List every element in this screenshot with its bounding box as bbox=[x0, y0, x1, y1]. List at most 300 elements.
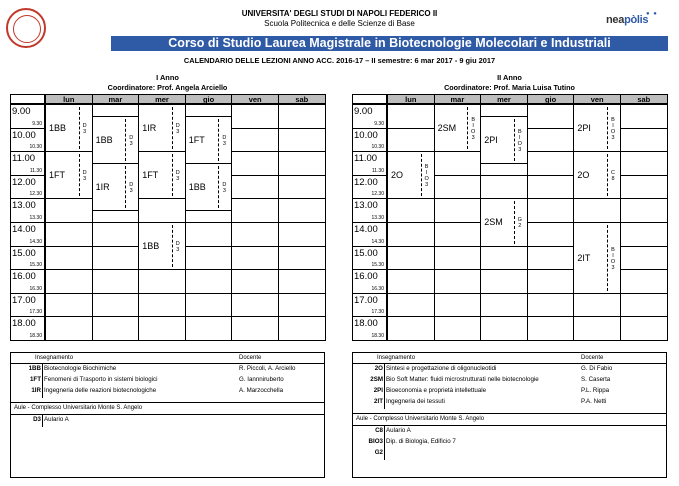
aula-code: C8 bbox=[375, 427, 383, 434]
half-hour-label: 18.30 bbox=[371, 332, 384, 339]
room-letter: D bbox=[222, 182, 227, 189]
half-hour-label: 16.30 bbox=[371, 285, 384, 292]
timetable-cell bbox=[92, 246, 140, 271]
room-code bbox=[610, 170, 616, 182]
room-code bbox=[221, 135, 227, 147]
room-letter: 3 bbox=[518, 146, 522, 153]
time-label: 12.00 bbox=[12, 176, 36, 188]
timetable-cell bbox=[387, 293, 435, 318]
timetable-cell bbox=[480, 269, 528, 294]
timetable-cell bbox=[231, 198, 279, 223]
day-header: mer bbox=[480, 94, 528, 104]
room-code bbox=[175, 170, 181, 182]
timetable-cell bbox=[45, 222, 93, 247]
time-label: 10.00 bbox=[354, 129, 378, 141]
room-letter: I bbox=[425, 170, 428, 177]
room-letter: O bbox=[610, 129, 616, 136]
course-code: 1BB bbox=[142, 241, 160, 252]
timetable-cell bbox=[620, 293, 668, 318]
timetable-cell bbox=[620, 316, 668, 341]
room-separator bbox=[125, 166, 126, 208]
timetable-cell bbox=[434, 269, 482, 294]
room-letter: D bbox=[82, 170, 87, 177]
legend-col-teacher: Docente bbox=[581, 355, 604, 361]
half-hour-label: 18.30 bbox=[29, 332, 42, 339]
timetable-cell bbox=[231, 293, 279, 318]
course-code: 1BB bbox=[95, 134, 113, 145]
room-letter: O bbox=[471, 129, 476, 136]
year2-legend bbox=[352, 352, 667, 478]
legend-teacher: G. Di Fabio bbox=[581, 365, 613, 372]
course-code: 1BB bbox=[49, 123, 67, 134]
room-code bbox=[128, 135, 134, 147]
time-slot bbox=[352, 151, 387, 176]
room-separator bbox=[514, 119, 515, 161]
timetable-cell bbox=[278, 198, 326, 223]
year1-coordinator: Coordinatore: Prof. Angela Arciello bbox=[107, 83, 228, 92]
legend-teacher: P.L. Rippa bbox=[581, 387, 610, 394]
lesson-block[interactable] bbox=[480, 116, 528, 164]
timetable-cell bbox=[387, 128, 435, 153]
room-letter: G bbox=[517, 217, 522, 224]
timetable-cell bbox=[527, 198, 575, 223]
room-separator bbox=[607, 225, 608, 291]
course-code: 2SM bbox=[484, 217, 503, 228]
timetable-cell bbox=[620, 198, 668, 223]
room-letter: B bbox=[611, 246, 615, 253]
time-slot bbox=[10, 316, 45, 341]
legend-divider bbox=[11, 414, 324, 415]
timetable-cell bbox=[480, 246, 528, 271]
timetable-cell bbox=[480, 316, 528, 341]
lesson-block[interactable] bbox=[92, 163, 140, 211]
time-label: 14.00 bbox=[354, 224, 378, 235]
half-hour-label: 16.30 bbox=[29, 285, 42, 292]
timetable-cell bbox=[185, 246, 233, 271]
day-header: ven bbox=[231, 94, 279, 104]
timetable-cell bbox=[434, 293, 482, 318]
day-header: gio bbox=[527, 94, 575, 104]
time-label: 9.00 bbox=[354, 106, 373, 117]
aule-title: Aule - Complesso Universitario Monte S. Angelo bbox=[356, 416, 485, 422]
lesson-block[interactable] bbox=[138, 104, 186, 152]
room-separator bbox=[607, 107, 608, 149]
day-header: sab bbox=[620, 94, 668, 104]
legend-code-divider bbox=[42, 363, 43, 398]
timetable-cell bbox=[92, 269, 140, 294]
lesson-block[interactable] bbox=[92, 116, 140, 164]
timetable-cell bbox=[387, 316, 435, 341]
timetable-cell bbox=[620, 128, 668, 153]
timetable-cell bbox=[387, 269, 435, 294]
room-letter: C bbox=[610, 170, 615, 177]
timetable-cell bbox=[527, 222, 575, 247]
timetable-cell bbox=[45, 316, 93, 341]
time-slot bbox=[10, 128, 45, 153]
half-hour-label: 12.30 bbox=[371, 191, 384, 198]
lesson-block[interactable] bbox=[138, 222, 186, 270]
time-label: 15.00 bbox=[12, 247, 36, 259]
timetable-cell bbox=[231, 222, 279, 247]
timetable-cell bbox=[231, 128, 279, 153]
room-separator bbox=[607, 154, 608, 196]
day-header: mar bbox=[434, 94, 482, 104]
aula-name: Aulario A bbox=[386, 427, 411, 434]
timetable-cell bbox=[620, 246, 668, 271]
lesson-block[interactable] bbox=[45, 151, 93, 199]
legend-col-course: Insegnamento bbox=[377, 355, 416, 361]
room-letter: 3 bbox=[129, 140, 133, 147]
time-slot bbox=[352, 269, 387, 294]
time-slot bbox=[352, 222, 387, 247]
time-slot bbox=[10, 246, 45, 271]
day-header: lun bbox=[387, 94, 435, 104]
aula-code: G2 bbox=[374, 449, 383, 456]
time-slot bbox=[352, 175, 387, 200]
timetable-cell bbox=[434, 175, 482, 200]
header-corner bbox=[352, 94, 387, 104]
lesson-block[interactable] bbox=[138, 151, 186, 199]
legend-course-name: Bioeconomia e proprietà intellettuale bbox=[386, 387, 487, 394]
day-header: mer bbox=[138, 94, 186, 104]
room-separator bbox=[172, 154, 173, 196]
legend-divider bbox=[353, 413, 666, 414]
room-letter: 3 bbox=[129, 188, 133, 195]
room-separator bbox=[79, 154, 80, 196]
timetable-cell bbox=[185, 269, 233, 294]
room-code bbox=[175, 123, 181, 135]
time-label: 15.00 bbox=[354, 247, 378, 259]
course-code: 1BB bbox=[188, 182, 206, 193]
timetable-cell bbox=[231, 316, 279, 341]
brand-suffix: pòlis bbox=[624, 14, 649, 26]
time-slot bbox=[10, 293, 45, 318]
time-slot bbox=[352, 316, 387, 341]
course-code: 1IR bbox=[95, 182, 110, 193]
lesson-block[interactable] bbox=[573, 104, 621, 152]
time-slot bbox=[352, 104, 387, 129]
timetable-cell bbox=[527, 175, 575, 200]
lesson-block[interactable] bbox=[480, 198, 528, 246]
time-slot bbox=[352, 128, 387, 153]
aula-name: Aulario A bbox=[44, 416, 69, 423]
room-letter: I bbox=[612, 123, 614, 130]
aula-name: Dip. di Biologia, Edificio 7 bbox=[386, 438, 456, 445]
timetable-cell bbox=[45, 269, 93, 294]
timetable-cell bbox=[480, 293, 528, 318]
timetable-cell bbox=[434, 151, 482, 176]
day-header: lun bbox=[45, 94, 93, 104]
timetable-cell bbox=[185, 293, 233, 318]
timetable-cell bbox=[278, 128, 326, 153]
course-code: 2SM bbox=[437, 123, 457, 134]
lesson-block[interactable] bbox=[573, 151, 621, 199]
room-letter: D bbox=[129, 182, 134, 189]
legend-teacher: S. Caserta bbox=[581, 376, 611, 383]
time-label: 18.00 bbox=[354, 318, 378, 330]
time-slot bbox=[10, 198, 45, 223]
room-letter: 2 bbox=[518, 223, 522, 230]
half-hour-label: 9.30 bbox=[32, 120, 42, 127]
timetable-cell bbox=[278, 175, 326, 200]
year2-title: II Anno bbox=[497, 73, 522, 82]
timetable-cell bbox=[387, 246, 435, 271]
timetable-cell bbox=[92, 293, 140, 318]
half-hour-label: 13.30 bbox=[371, 214, 384, 221]
lesson-block[interactable] bbox=[434, 104, 482, 152]
legend-divider bbox=[11, 363, 324, 364]
brand-prefix: nea bbox=[606, 14, 625, 26]
timetable-cell bbox=[278, 269, 326, 294]
timetable-cell bbox=[527, 128, 575, 153]
room-letter: D bbox=[175, 241, 180, 248]
room-letter: 8 bbox=[611, 176, 615, 183]
room-separator bbox=[218, 119, 219, 161]
timetable-cell bbox=[434, 246, 482, 271]
neapolis-logo bbox=[606, 14, 648, 26]
legend-teacher: R. Piccoli, A. Arciello bbox=[239, 365, 296, 372]
room-separator bbox=[421, 154, 422, 196]
room-code bbox=[610, 247, 616, 271]
timetable-cell bbox=[45, 293, 93, 318]
time-label: 12.00 bbox=[354, 176, 378, 188]
time-label: 16.00 bbox=[12, 271, 36, 283]
timetable-cell bbox=[387, 198, 435, 223]
room-letter: D bbox=[129, 134, 134, 141]
half-hour-label: 11.30 bbox=[371, 167, 384, 174]
half-hour-label: 15.30 bbox=[371, 262, 384, 269]
timetable-cell bbox=[278, 222, 326, 247]
legend-course-name: Bio Soft Matter: fluidi microstrutturati nelle biotecnologie bbox=[386, 376, 539, 383]
time-label: 16.00 bbox=[354, 271, 378, 283]
aule-code-divider bbox=[384, 425, 385, 460]
timetable-cell bbox=[185, 222, 233, 247]
timetable-cell bbox=[92, 222, 140, 247]
legend-course-name: Ingegneria delle reazioni biotecnologiche bbox=[44, 387, 157, 394]
timetable-cell bbox=[138, 198, 186, 223]
room-separator bbox=[79, 107, 80, 149]
room-separator bbox=[467, 107, 468, 149]
legend-col-teacher: Docente bbox=[239, 355, 262, 361]
room-letter: 3 bbox=[176, 176, 180, 183]
room-letter: 3 bbox=[176, 247, 180, 254]
year2-coordinator: Coordinatore: Prof. Maria Luisa Tutino bbox=[444, 83, 575, 92]
timetable-cell bbox=[138, 293, 186, 318]
time-slot bbox=[352, 246, 387, 271]
room-letter: 3 bbox=[611, 135, 615, 142]
course-code: 2O bbox=[391, 170, 404, 181]
timetable-cell bbox=[45, 246, 93, 271]
aula-code: D3 bbox=[33, 416, 41, 423]
timetable-cell bbox=[278, 151, 326, 176]
room-letter: D bbox=[82, 123, 87, 130]
timetable-cell bbox=[573, 316, 621, 341]
room-letter: 3 bbox=[83, 176, 87, 183]
header-corner bbox=[10, 94, 45, 104]
legend-teacher: P.A. Netti bbox=[581, 398, 607, 405]
course-code: 2IT bbox=[577, 252, 591, 263]
room-letter: D bbox=[175, 170, 180, 177]
time-slot bbox=[352, 293, 387, 318]
legend-code: 2O bbox=[374, 365, 383, 372]
room-code bbox=[82, 123, 88, 135]
room-letter: 3 bbox=[471, 135, 475, 142]
lesson-block[interactable] bbox=[573, 222, 621, 294]
time-label: 17.00 bbox=[12, 294, 36, 306]
time-slot bbox=[10, 269, 45, 294]
room-code bbox=[610, 117, 616, 141]
timetable-cell bbox=[387, 104, 435, 129]
timetable-cell bbox=[278, 293, 326, 318]
timetable-cell bbox=[434, 222, 482, 247]
half-hour-label: 10.30 bbox=[29, 144, 42, 151]
half-hour-label: 15.30 bbox=[29, 262, 42, 269]
timetable-cell bbox=[231, 269, 279, 294]
timetable-cell bbox=[138, 316, 186, 341]
room-code bbox=[517, 129, 523, 153]
half-hour-label: 14.30 bbox=[29, 238, 42, 245]
year1-title: I Anno bbox=[156, 73, 179, 82]
year2-panel bbox=[352, 72, 667, 342]
timetable-cell bbox=[45, 198, 93, 223]
room-letter: D bbox=[222, 134, 227, 141]
legend-divider bbox=[353, 363, 666, 364]
course-code: 2O bbox=[577, 170, 590, 181]
timetable-cell bbox=[480, 175, 528, 200]
lesson-block[interactable] bbox=[387, 151, 435, 199]
legend-code: 2SM bbox=[370, 376, 383, 383]
legend-teacher: A. Marzocchella bbox=[239, 387, 284, 394]
timetable-cell bbox=[278, 104, 326, 129]
room-code bbox=[128, 182, 134, 194]
calendar-title: CALENDARIO DELLE LEZIONI ANNO ACC. 2016-17 – II semestre: 6 mar 2017 - 9 giu 2017 bbox=[183, 56, 496, 65]
legend-code: 1BB bbox=[28, 365, 41, 372]
legend-course-name: Fenomeni di Trasporto in sistemi biologici bbox=[44, 376, 158, 383]
half-hour-label: 14.30 bbox=[371, 238, 384, 245]
neapolis-dots-icon: ● ● bbox=[646, 11, 658, 17]
timetable-cell bbox=[527, 269, 575, 294]
half-hour-label: 10.30 bbox=[371, 144, 384, 151]
legend-code: 1IR bbox=[31, 387, 41, 394]
timetable-cell bbox=[573, 198, 621, 223]
legend-code-divider bbox=[384, 363, 385, 409]
timetable-cell bbox=[527, 293, 575, 318]
timetable-cell bbox=[138, 269, 186, 294]
time-label: 10.00 bbox=[12, 129, 36, 141]
room-letter: 3 bbox=[222, 140, 226, 147]
timetable-cell bbox=[387, 222, 435, 247]
lesson-block[interactable] bbox=[185, 116, 233, 164]
timetable-cell bbox=[620, 151, 668, 176]
half-hour-label: 11.30 bbox=[29, 167, 42, 174]
timetable-cell bbox=[434, 316, 482, 341]
timetable-cell bbox=[434, 198, 482, 223]
room-letter: B bbox=[611, 117, 615, 124]
room-letter: B bbox=[424, 164, 429, 171]
room-code bbox=[424, 164, 430, 188]
half-hour-label: 17.30 bbox=[29, 309, 42, 316]
half-hour-label: 13.30 bbox=[29, 214, 42, 221]
timetable-cell bbox=[278, 316, 326, 341]
room-separator bbox=[125, 119, 126, 161]
time-label: 11.00 bbox=[354, 153, 378, 165]
course-code: 1IR bbox=[142, 123, 157, 134]
room-letter: I bbox=[472, 123, 474, 130]
course-code: 1FT bbox=[188, 134, 205, 145]
room-letter: B bbox=[471, 117, 476, 124]
room-letter: O bbox=[610, 258, 616, 265]
course-code: 1FT bbox=[49, 170, 66, 181]
timetable-cell bbox=[620, 104, 668, 129]
room-letter: O bbox=[517, 140, 522, 147]
room-letter: 3 bbox=[222, 188, 226, 195]
day-header: mar bbox=[92, 94, 140, 104]
half-hour-label: 9.30 bbox=[374, 120, 384, 127]
room-letter: 3 bbox=[425, 182, 429, 189]
room-code bbox=[221, 182, 227, 194]
university-name: UNIVERSITA' DEGLI STUDI DI NAPOLI FEDERICO II bbox=[241, 9, 438, 18]
timetable-cell bbox=[620, 222, 668, 247]
lesson-block[interactable] bbox=[185, 163, 233, 211]
time-slot bbox=[10, 151, 45, 176]
timetable-cell bbox=[527, 246, 575, 271]
room-code bbox=[82, 170, 88, 182]
legend-code: 1FT bbox=[29, 376, 41, 383]
legend-course-name: Sintesi e progettazione di oligonucleotidi bbox=[386, 365, 497, 372]
time-label: 13.00 bbox=[12, 200, 36, 212]
legend-code: 2IT bbox=[374, 398, 383, 405]
timetable-cell bbox=[231, 151, 279, 176]
time-label: 14.00 bbox=[12, 224, 36, 235]
legend-course-name: Ingegneria dei tessuti bbox=[386, 398, 445, 405]
timetable-cell bbox=[527, 104, 575, 129]
aule-code-divider bbox=[42, 414, 43, 427]
course-code: 2PI bbox=[484, 134, 498, 145]
room-separator bbox=[172, 225, 173, 267]
timetable-cell bbox=[527, 151, 575, 176]
time-slot bbox=[10, 104, 45, 129]
room-letter: I bbox=[519, 134, 521, 141]
room-letter: I bbox=[612, 252, 614, 259]
timetable-cell bbox=[231, 104, 279, 129]
room-separator bbox=[514, 201, 515, 243]
time-label: 11.00 bbox=[12, 153, 36, 165]
room-letter: D bbox=[175, 123, 180, 130]
school-name: Scuola Politecnica e delle Scienze di Base bbox=[264, 19, 415, 28]
day-header: sab bbox=[278, 94, 326, 104]
half-hour-label: 12.30 bbox=[29, 191, 42, 198]
legend-code: 2PI bbox=[373, 387, 383, 394]
timetable-cell bbox=[185, 316, 233, 341]
lesson-block[interactable] bbox=[45, 104, 93, 152]
timetable-cell bbox=[620, 269, 668, 294]
timetable-cell bbox=[620, 175, 668, 200]
timetable-cell bbox=[278, 246, 326, 271]
time-label: 13.00 bbox=[354, 200, 378, 212]
half-hour-label: 17.30 bbox=[371, 309, 384, 316]
course-banner: Corso di Studio Laurea Magistrale in Biotecnologie Molecolari e Industriali bbox=[111, 36, 668, 51]
timetable-cell bbox=[231, 246, 279, 271]
room-code bbox=[470, 117, 476, 141]
timetable-cell bbox=[92, 316, 140, 341]
aula-code: BIO3 bbox=[368, 438, 383, 445]
course-code: 2PI bbox=[577, 123, 591, 134]
room-letter: O bbox=[424, 176, 429, 183]
time-label: 17.00 bbox=[354, 294, 378, 306]
day-header: ven bbox=[573, 94, 621, 104]
year1-panel bbox=[10, 72, 325, 342]
course-code: 1FT bbox=[142, 170, 159, 181]
